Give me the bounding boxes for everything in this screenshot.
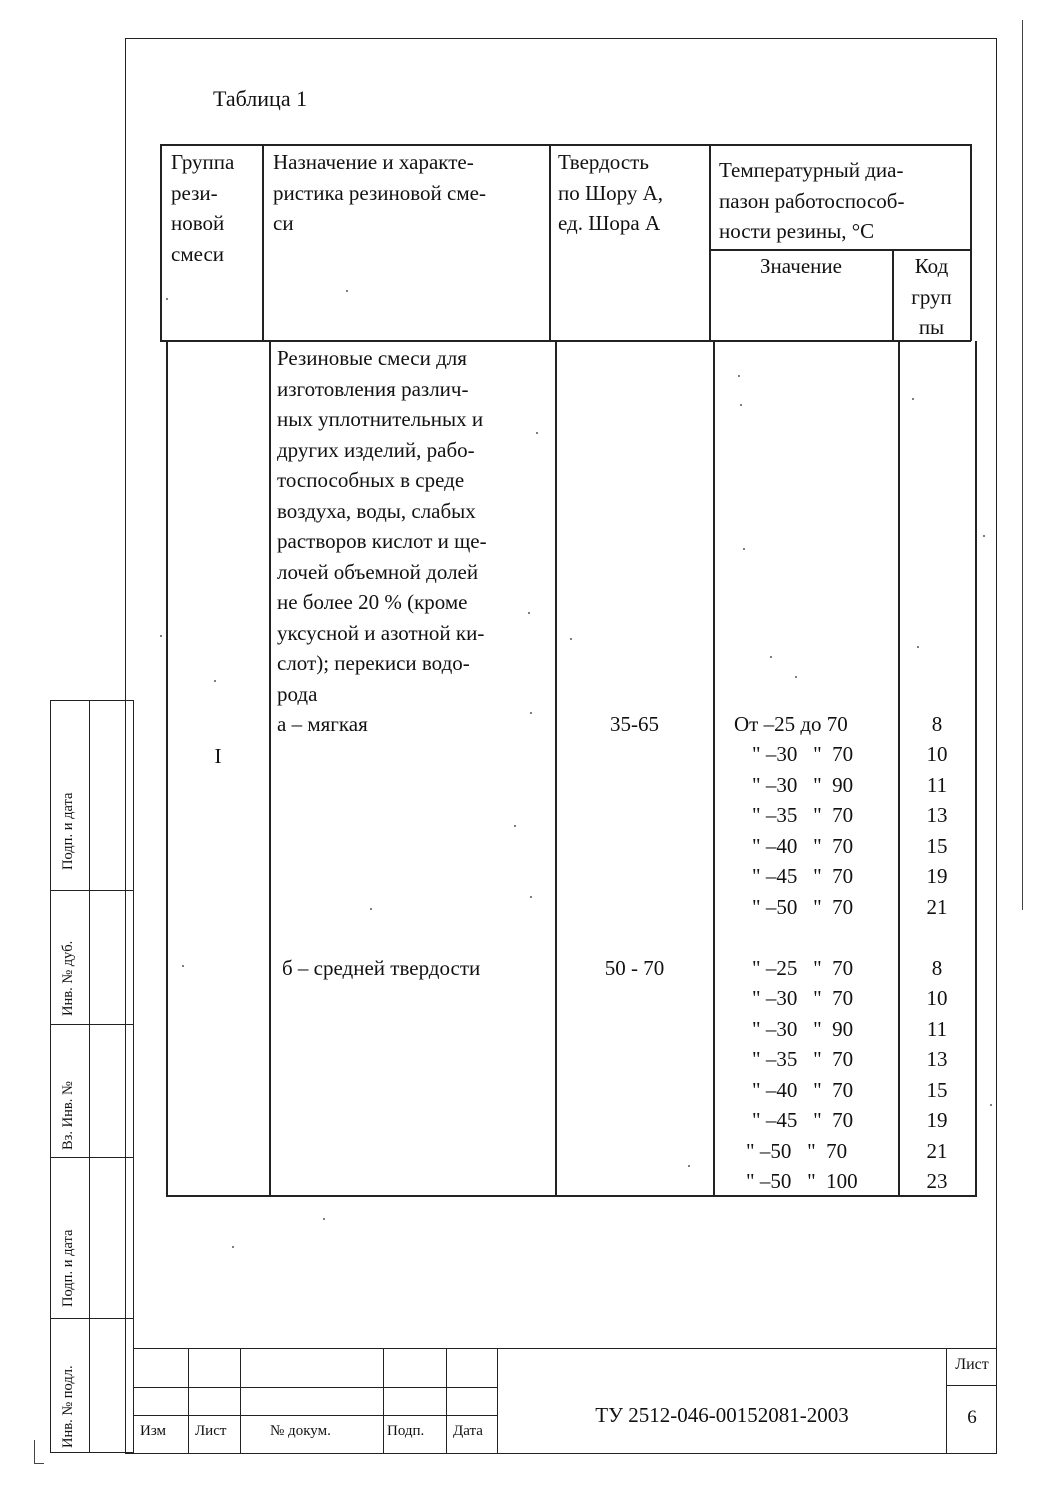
temp-value: " –30 " 90 (752, 773, 854, 797)
temp-value: " –40 " 70 (752, 834, 854, 858)
header-temp-range: Температурный диа- пазон работоспособ- ности резины, °С (719, 158, 905, 243)
sheet-number: 6 (967, 1407, 977, 1428)
temp-value: " –30 " 70 (752, 742, 854, 766)
group-code: 19 (926, 864, 948, 888)
group-code: 19 (926, 1108, 948, 1132)
temp-value: " –35 " 70 (752, 803, 854, 827)
subgroup-a-name: а – мягкая (277, 712, 368, 736)
side-label-orig-inv: Инв. № подл. (60, 1365, 76, 1448)
temp-value: " –50 " 70 (752, 895, 854, 919)
group-code: 13 (926, 803, 948, 827)
temp-value: " –30 " 90 (752, 1017, 854, 1041)
temp-value: " –45 " 70 (752, 1108, 854, 1132)
header-hardness: Твердость по Шору А, ед. Шора А (558, 150, 664, 235)
group-code: 8 (931, 956, 943, 980)
group-number: I (214, 744, 222, 768)
side-label-dup-inv: Инв. № дуб. (60, 940, 76, 1016)
scan-edge-line (1022, 20, 1023, 910)
group-code: 13 (926, 1047, 948, 1071)
header-value: Значение (760, 254, 842, 278)
stamp-izm: Изм (140, 1423, 167, 1439)
side-label-inv-replaced: Вз. Инв. № (60, 1081, 76, 1150)
stamp-list: Лист (195, 1423, 227, 1439)
temp-value: " –45 " 70 (752, 864, 854, 888)
table-title: Таблица 1 (213, 86, 308, 111)
header-purpose: Назначение и характе- ристика резиновой сме- си (273, 150, 486, 235)
corner-mark (34, 1440, 35, 1464)
stamp-podp: Подп. (387, 1423, 425, 1439)
group-code: 21 (926, 895, 948, 919)
temp-value: " –25 " 70 (752, 956, 854, 980)
group-code: 8 (931, 712, 943, 736)
temp-value: " –50 " 70 (746, 1139, 848, 1163)
group-code: 11 (926, 1017, 948, 1041)
document-code: ТУ 2512-046-00152081-2003 (595, 1403, 849, 1427)
temp-value: " –35 " 70 (752, 1047, 854, 1071)
side-label-sign-date-2: Подп. и дата (60, 1229, 76, 1307)
subgroup-b-name: б – средней твердости (282, 956, 481, 980)
group-code: 11 (926, 773, 948, 797)
group-code: 21 (926, 1139, 948, 1163)
temp-value: " –40 " 70 (752, 1078, 854, 1102)
description-text: Резиновые смеси для изготовления различ- ных уплотнительных и других изделий, рабо- тоспособных в среде воздуха, воды, слабых растворов кислот и ще- лочей объемной долей не более 20 % (кроме уксусной и азотной ки- слот); перекиси водо- рода (277, 346, 487, 706)
header-group: Группа рези- новой смеси (171, 150, 235, 266)
sheet-label: Лист (955, 1356, 989, 1373)
group-code: 10 (926, 986, 948, 1010)
side-label-sign-date: Подп. и дата (60, 792, 76, 870)
header-code: Код груп пы (911, 254, 952, 339)
stamp-doc-no: № докум. (270, 1423, 331, 1439)
group-code: 15 (926, 1078, 948, 1102)
subgroup-a-hardness: 35-65 (610, 712, 659, 736)
subgroup-b-hardness: 50 - 70 (604, 956, 665, 980)
corner-mark (34, 1463, 44, 1464)
group-code: 23 (926, 1169, 948, 1193)
stamp-data: Дата (453, 1423, 483, 1439)
group-code: 10 (926, 742, 948, 766)
temp-value: " –30 " 70 (752, 986, 854, 1010)
temp-value: " –50 " 100 (746, 1169, 858, 1193)
temp-value: От –25 до 70 (734, 712, 848, 736)
group-code: 15 (926, 834, 948, 858)
